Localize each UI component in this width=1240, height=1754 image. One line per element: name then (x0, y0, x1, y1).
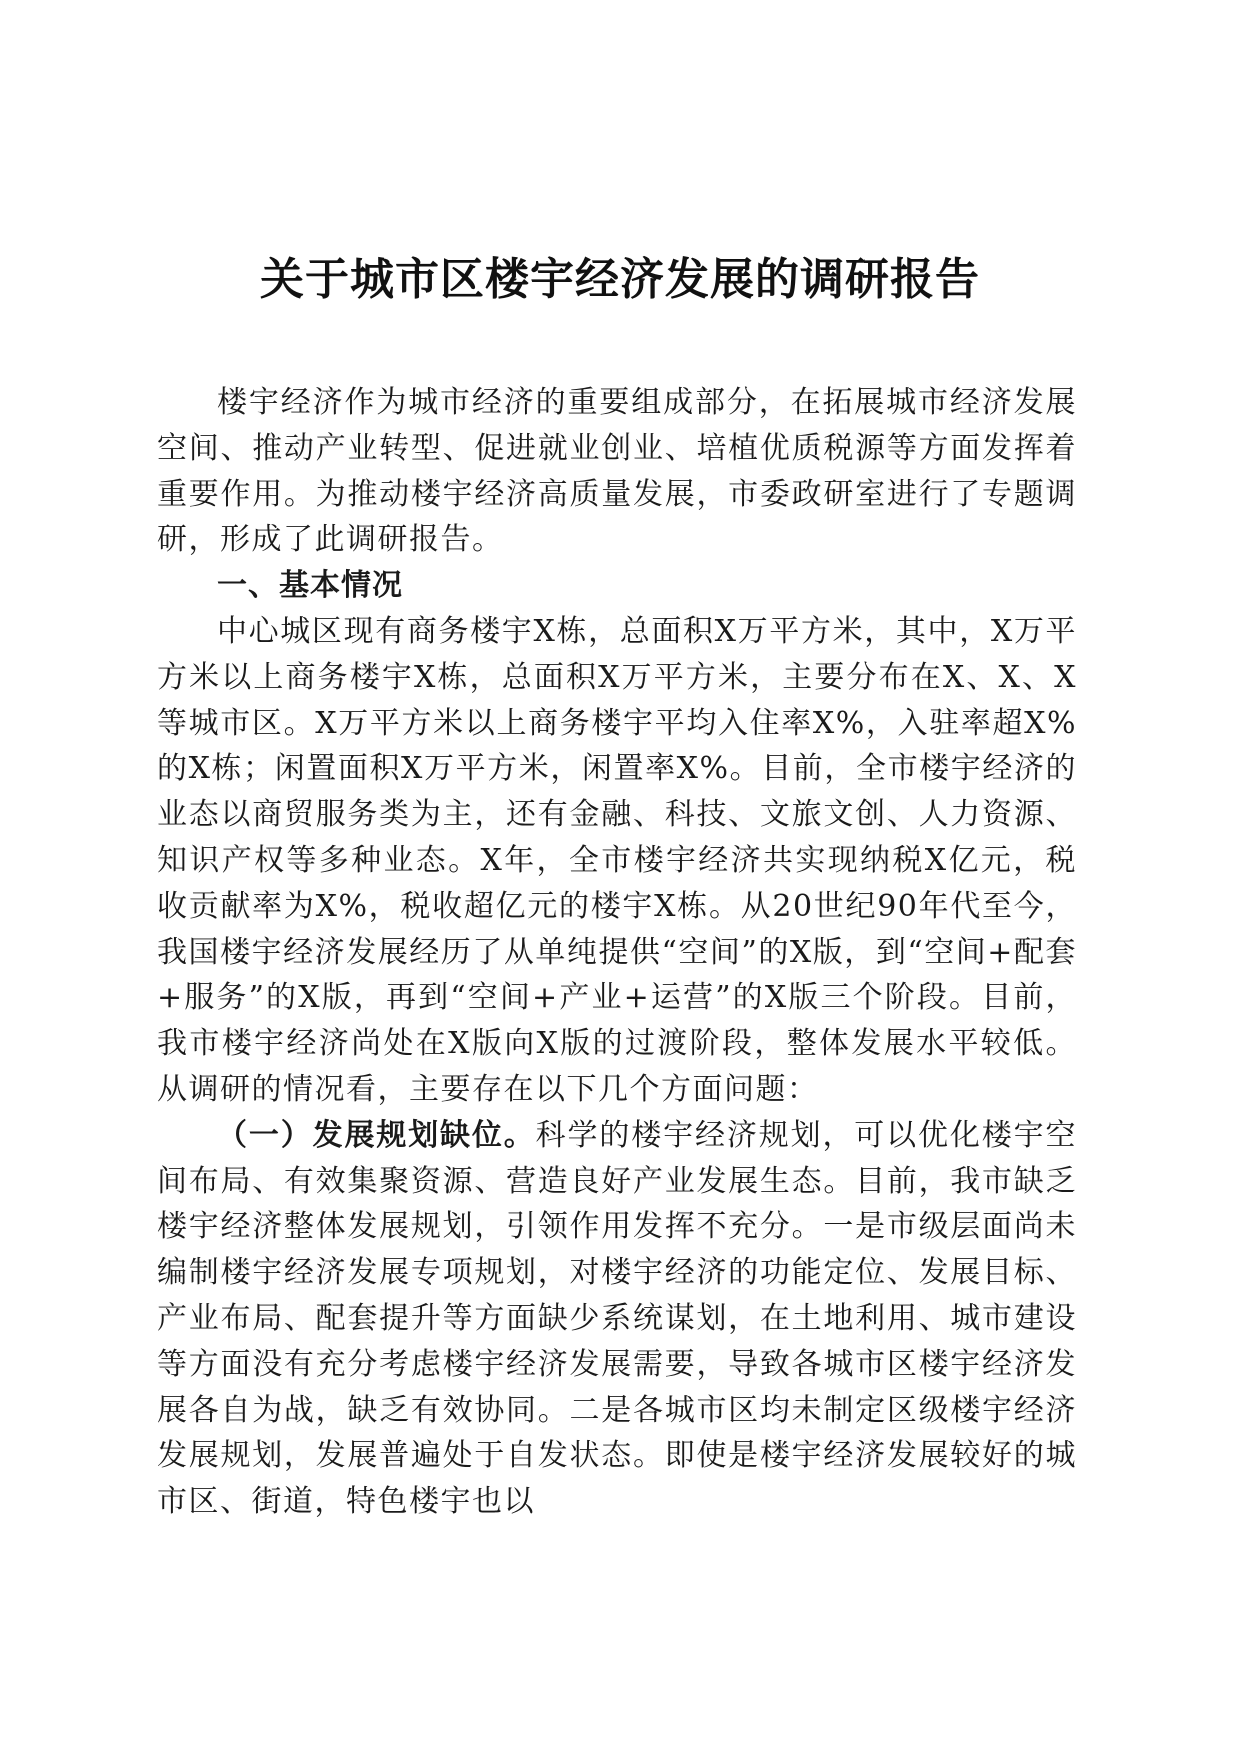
section-heading-basic-situation: 一、基本情况 (217, 568, 403, 604)
planning-problem-text: 科学的楼宇经济规划，可以优化楼宇空间布局、有效集聚资源、营造良好产业发展生态。目前，我市缺乏楼宇经济整体发展规划，引领作用发挥不充分。一是市级层面尚未编制楼宇经济发展专项规划，对楼宇经济的功能定位、发展目标、产业布局、配套提升等方面缺少系统谋划，在土地利用、城市建设等方面没有充分考虑楼宇经济发展需要，导致各城市区楼宇经济发展各自为战，缺乏有效协同。二是各城市区均未制定区级楼宇经济发展规划，发展普遍处于自发状态。即使是楼宇经济发展较好的城市区、街道，特色楼宇也以 (157, 1117, 1078, 1520)
intro-paragraph: 楼宇经济作为城市经济的重要组成部分，在拓展城市经济发展空间、推动产业转型、促进就业创业、培植优质税源等方面发挥着重要作用。为推动楼宇经济高质量发展，市委政研室进行了专题调研，形成了此调研报告。 (157, 385, 1077, 558)
document-title: 关于城市区楼宇经济发展的调研报告 (260, 254, 980, 305)
subsection-heading-planning: （一）发展规划缺位。 (217, 1117, 536, 1153)
document-body (157, 380, 1077, 1525)
planning-problem-paragraph (157, 1113, 1077, 1525)
basic-situation-paragraph: 中心城区现有商务楼宇X栋，总面积X万平方米，其中，X万平方米以上商务楼宇X栋，总面积X万平方米，主要分布在X、X、X等城市区。X万平方米以上商务楼宇平均入住率X%，入驻率超X%的X栋；闲置面积X万平方米，闲置率X%。目前，全市楼宇经济的业态以商贸服务类为主，还有金融、科技、文旅文创、人力资源、知识产权等多种业态。X年，全市楼宇经济共实现纳税X亿元，税收贡献率为X%，税收超亿元的楼宇X栋。从20世纪90年代至今，我国楼宇经济发展经历了从单纯提供“空间”的X版，到“空间+配套+服务”的X版，再到“空间+产业+运营”的X版三个阶段。目前，我市楼宇经济尚处在X版向X版的过渡阶段，整体发展水平较低。从调研的情况看，主要存在以下几个方面问题： (157, 613, 1077, 1107)
